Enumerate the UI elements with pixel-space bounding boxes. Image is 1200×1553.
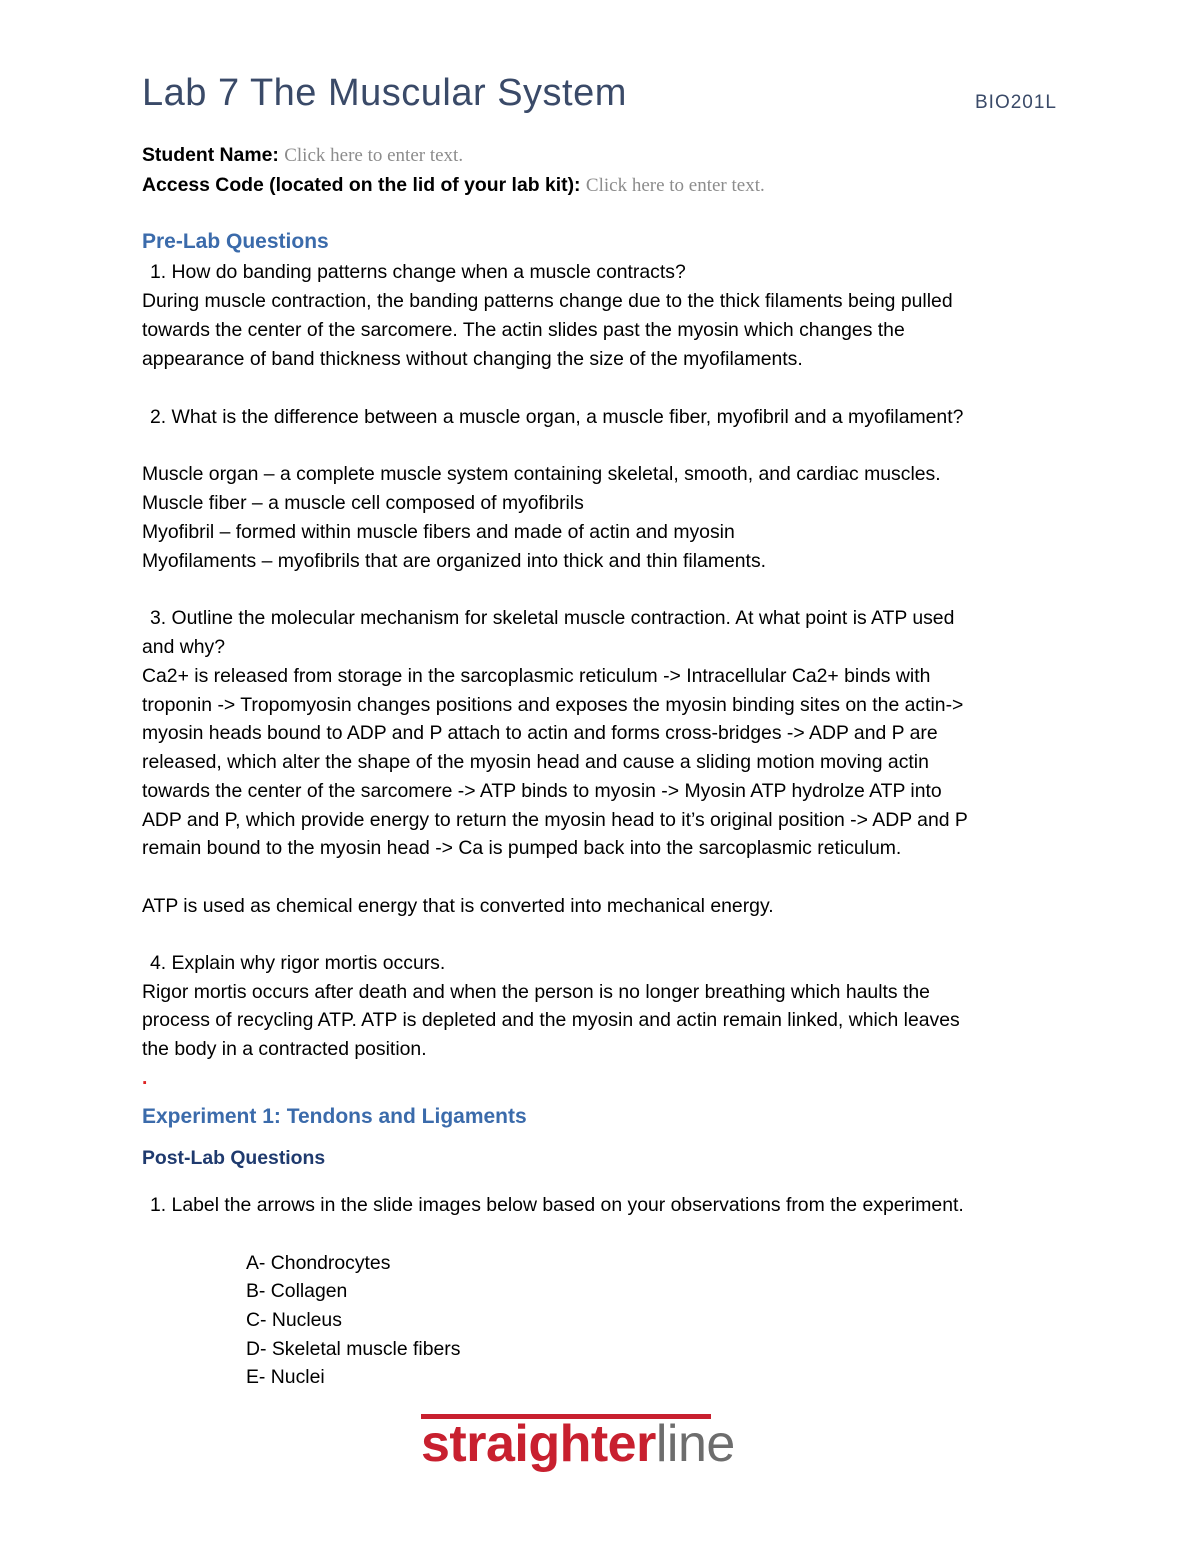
postlab-question-1: 1. Label the arrows in the slide images below based on your observations from the experiment. bbox=[150, 1194, 964, 1216]
answer-3-line: towards the center of the sarcomere -> ATP binds to myosin -> Myosin ATP hydrolze ATP into bbox=[142, 780, 942, 802]
logo-bold-text: straighter bbox=[421, 1415, 656, 1473]
access-code-field[interactable]: Click here to enter text. bbox=[585, 175, 765, 196]
student-name-label: Student Name: bbox=[142, 144, 279, 166]
answer-3-line: remain bound to the myosin head -> Ca is pumped back into the sarcoplasmic reticulum. bbox=[142, 837, 902, 859]
label-item: D- Skeletal muscle fibers bbox=[246, 1338, 461, 1360]
answer-4-line: the body in a contracted position. bbox=[142, 1038, 427, 1060]
label-item: B- Collagen bbox=[246, 1280, 348, 1302]
answer-1-line: towards the center of the sarcomere. The actin slides past the myosin which changes the bbox=[142, 319, 905, 341]
access-code-row bbox=[142, 171, 765, 201]
answer-2-line: Myofibril – formed within muscle fibers and made of actin and myosin bbox=[142, 521, 735, 543]
answer-3-line: myosin heads bound to ADP and P attach to actin and forms cross-bridges -> ADP and P are bbox=[142, 722, 938, 744]
prelab-question-2: 2. What is the difference between a muscle organ, a muscle fiber, myofibril and a myofilament? bbox=[150, 406, 964, 428]
answer-1-line: During muscle contraction, the banding patterns change due to the thick filaments being pulled bbox=[142, 290, 953, 312]
answer-2-line: Muscle organ – a complete muscle system containing skeletal, smooth, and cardiac muscles. bbox=[142, 463, 941, 485]
prelab-question-1: 1. How do banding patterns change when a muscle contracts? bbox=[150, 261, 686, 283]
answer-3-line: troponin -> Tropomyosin changes positions and exposes the myosin binding sites on the actin-> bbox=[142, 694, 964, 716]
answer-2-line: Muscle fiber – a muscle cell composed of myofibrils bbox=[142, 492, 584, 514]
answer-3-line: released, which alter the shape of the myosin head and cause a sliding motion moving actin bbox=[142, 751, 929, 773]
answer-2-line: Myofilaments – myofibrils that are organized into thick and thin filaments. bbox=[142, 550, 767, 572]
prelab-question-4: 4. Explain why rigor mortis occurs. bbox=[150, 952, 446, 974]
student-name-field[interactable]: Click here to enter text. bbox=[284, 145, 464, 166]
answer-3-line: Ca2+ is released from storage in the sarcoplasmic reticulum -> Intracellular Ca2+ binds with bbox=[142, 665, 931, 687]
experiment-1-heading: Experiment 1: Tendons and Ligaments bbox=[142, 1105, 527, 1128]
answer-4-line: Rigor mortis occurs after death and when the person is no longer breathing which haults the bbox=[142, 981, 930, 1003]
student-name-row bbox=[142, 141, 463, 171]
logo-wordmark bbox=[421, 1414, 735, 1474]
access-code-label: Access Code (located on the lid of your lab kit): bbox=[142, 174, 581, 196]
answer-3-atp: ATP is used as chemical energy that is converted into mechanical energy. bbox=[142, 895, 774, 917]
answer-1-line: appearance of band thickness without changing the size of the myofilaments. bbox=[142, 348, 803, 370]
red-dot-marker: . bbox=[142, 1067, 148, 1089]
prelab-question-3-cont: and why? bbox=[142, 636, 226, 658]
postlab-heading: Post-Lab Questions bbox=[142, 1147, 326, 1169]
answer-4-line: process of recycling ATP. ATP is depleted and the myosin and actin remain linked, which leaves bbox=[142, 1009, 960, 1031]
answer-3-line: ADP and P, which provide energy to return the myosin head to it’s original position -> ADP and P bbox=[142, 809, 968, 831]
course-code: BIO201L bbox=[975, 92, 1057, 113]
prelab-heading: Pre-Lab Questions bbox=[142, 230, 329, 253]
label-item: C- Nucleus bbox=[246, 1309, 342, 1331]
page-title: Lab 7 The Muscular System bbox=[142, 72, 627, 114]
label-item: E- Nuclei bbox=[246, 1366, 325, 1388]
label-item: A- Chondrocytes bbox=[246, 1252, 391, 1274]
document-header bbox=[142, 72, 1057, 122]
logo-light-text: line bbox=[655, 1415, 735, 1473]
straighterline-logo bbox=[421, 1410, 781, 1490]
prelab-question-3: 3. Outline the molecular mechanism for skeletal muscle contraction. At what point is ATP used bbox=[150, 607, 955, 629]
